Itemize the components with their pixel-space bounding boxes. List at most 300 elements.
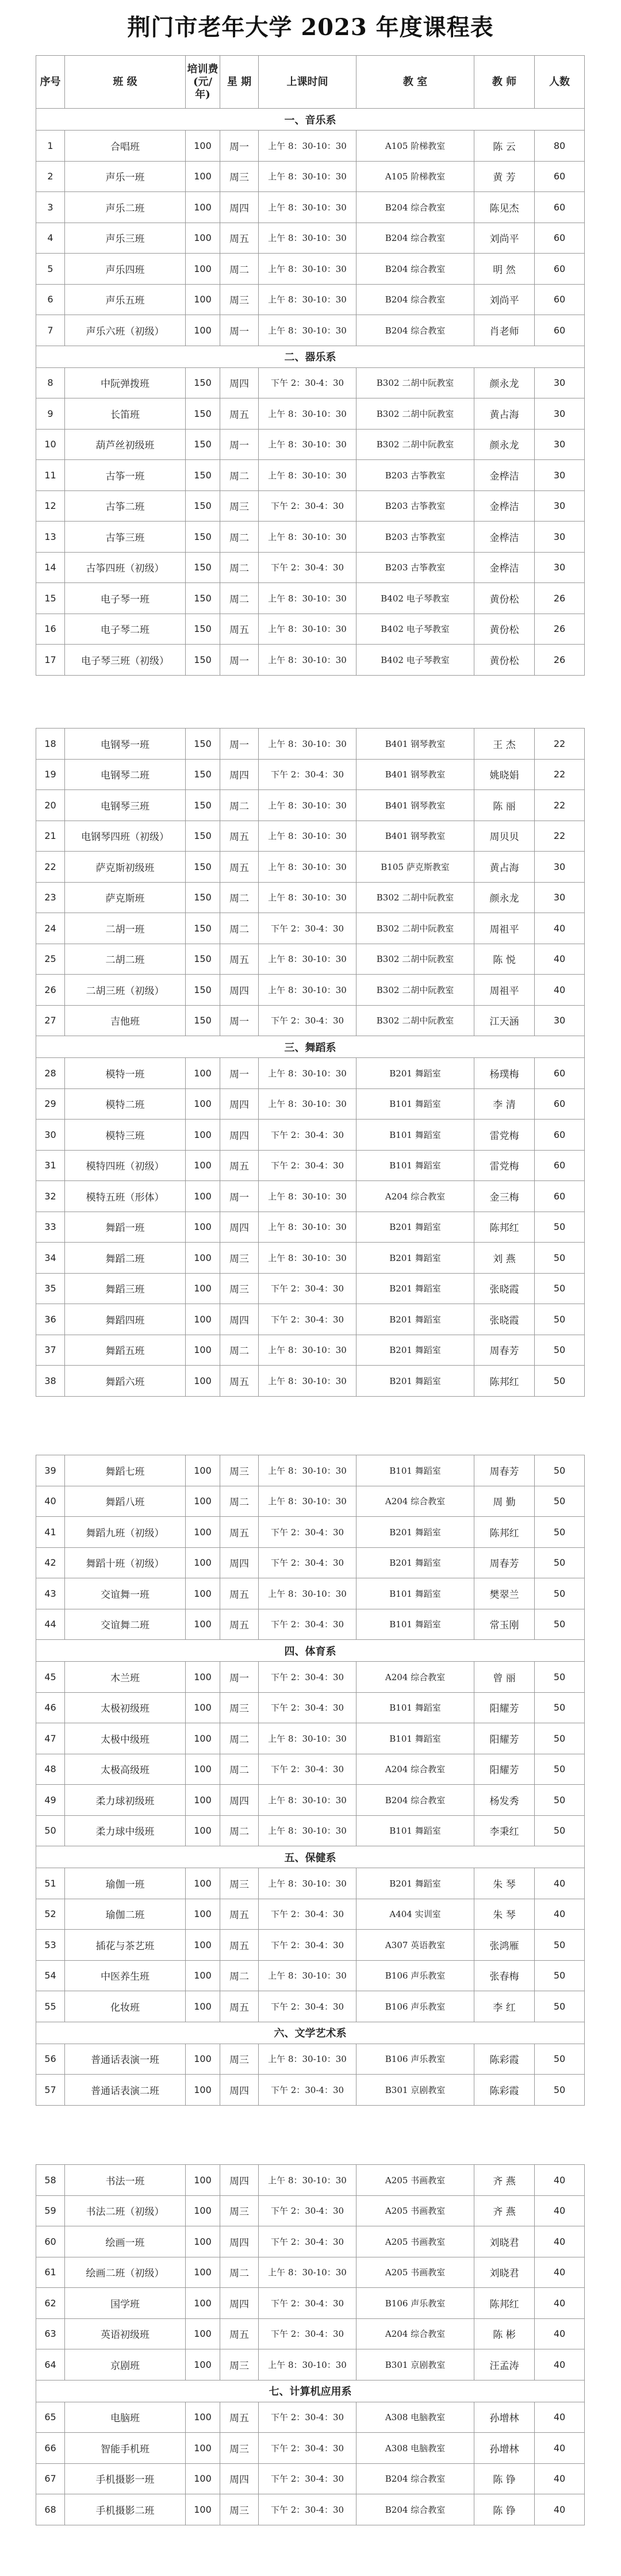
class-time-cell: 上午 8：30-10：30	[259, 398, 356, 430]
weekday-cell: 周四	[220, 1120, 259, 1151]
class-name-cell: 交谊舞二班	[65, 1609, 186, 1640]
teacher-cell: 陈见杰	[474, 192, 535, 223]
headcount-cell: 50	[535, 2044, 585, 2075]
fee-cell: 100	[186, 1754, 220, 1785]
class-name-cell: 模特一班	[65, 1058, 186, 1089]
class-time-cell: 下午 2：30-4：30	[259, 759, 356, 790]
teacher-cell: 王 杰	[474, 729, 535, 760]
weekday-cell: 周四	[220, 1304, 259, 1335]
serial-no-cell: 52	[36, 1899, 65, 1930]
headcount-cell: 50	[535, 1243, 585, 1274]
classroom-cell: B302 二胡中阮教室	[356, 398, 474, 430]
serial-no-cell: 4	[36, 223, 65, 254]
table-row	[36, 852, 585, 883]
teacher-cell: 杨发秀	[474, 1785, 535, 1816]
headcount-cell: 22	[535, 759, 585, 790]
classroom-cell: B101 舞蹈室	[356, 1455, 474, 1486]
fee-cell: 100	[186, 1455, 220, 1486]
class-time-cell: 下午 2：30-4：30	[259, 2463, 356, 2494]
teacher-cell: 樊翠兰	[474, 1578, 535, 1609]
headcount-cell: 60	[535, 1181, 585, 1212]
class-name-cell: 木兰班	[65, 1662, 186, 1693]
table-row	[36, 1692, 585, 1723]
class-time-cell: 下午 2：30-4：30	[259, 2226, 356, 2257]
weekday-cell: 周五	[220, 1150, 259, 1181]
classroom-cell: A308 电脑教室	[356, 2433, 474, 2464]
fee-cell: 100	[186, 284, 220, 315]
serial-no-cell: 40	[36, 1486, 65, 1517]
class-time-cell: 下午 2：30-4：30	[259, 2288, 356, 2319]
serial-no-cell: 27	[36, 1005, 65, 1036]
weekday-cell: 周二	[220, 460, 259, 491]
headcount-cell: 60	[535, 161, 585, 192]
teacher-cell: 刘晓君	[474, 2257, 535, 2288]
table-row	[36, 614, 585, 645]
teacher-cell: 黄占海	[474, 398, 535, 430]
fee-cell: 100	[186, 2288, 220, 2319]
classroom-cell: B204 综合教室	[356, 284, 474, 315]
weekday-cell: 周四	[220, 975, 259, 1006]
headcount-cell: 50	[535, 1517, 585, 1548]
class-time-cell: 下午 2：30-4：30	[259, 1930, 356, 1961]
class-name-cell: 中医养生班	[65, 1960, 186, 1991]
weekday-cell: 周五	[220, 223, 259, 254]
classroom-cell: B101 舞蹈室	[356, 1150, 474, 1181]
table-row	[36, 398, 585, 430]
headcount-cell: 50	[535, 1366, 585, 1397]
weekday-cell: 周二	[220, 790, 259, 821]
class-time-cell: 上午 8：30-10：30	[259, 944, 356, 975]
table-row	[36, 429, 585, 460]
table-row	[36, 522, 585, 553]
serial-no-cell: 1	[36, 131, 65, 162]
serial-no-cell: 65	[36, 2402, 65, 2433]
serial-no-cell: 46	[36, 1692, 65, 1723]
fee-cell: 150	[186, 460, 220, 491]
headcount-cell: 40	[535, 1899, 585, 1930]
serial-no-cell: 50	[36, 1815, 65, 1846]
serial-no-cell: 67	[36, 2463, 65, 2494]
serial-no-cell: 37	[36, 1335, 65, 1366]
teacher-cell: 黄占海	[474, 852, 535, 883]
teacher-cell: 周春芳	[474, 1547, 535, 1578]
serial-no-cell: 63	[36, 2318, 65, 2349]
class-name-cell: 声乐三班	[65, 223, 186, 254]
teacher-cell: 陈邦红	[474, 1366, 535, 1397]
fee-cell: 100	[186, 1785, 220, 1816]
serial-no-cell: 22	[36, 852, 65, 883]
weekday-cell: 周五	[220, 821, 259, 852]
teacher-cell: 周祖平	[474, 975, 535, 1006]
weekday-cell: 周四	[220, 1785, 259, 1816]
headcount-cell: 50	[535, 2075, 585, 2106]
fee-cell: 100	[186, 1486, 220, 1517]
classroom-cell: B401 钢琴教室	[356, 821, 474, 852]
class-time-cell: 下午 2：30-4：30	[259, 1754, 356, 1785]
headcount-cell: 40	[535, 975, 585, 1006]
fee-cell: 100	[186, 131, 220, 162]
fee-cell: 100	[186, 2044, 220, 2075]
weekday-cell: 周一	[220, 729, 259, 760]
class-name-cell: 太极初级班	[65, 1692, 186, 1723]
serial-no-cell: 60	[36, 2226, 65, 2257]
weekday-cell: 周五	[220, 944, 259, 975]
weekday-cell: 周三	[220, 490, 259, 522]
teacher-cell: 李 红	[474, 1991, 535, 2022]
classroom-cell: B201 舞蹈室	[356, 1243, 474, 1274]
serial-no-cell: 31	[36, 1150, 65, 1181]
weekday-cell: 周四	[220, 2288, 259, 2319]
fee-cell: 150	[186, 429, 220, 460]
teacher-cell: 陈 铮	[474, 2463, 535, 2494]
serial-no-cell: 59	[36, 2195, 65, 2226]
headcount-cell: 50	[535, 1273, 585, 1304]
table-row	[36, 1899, 585, 1930]
classroom-cell: B201 舞蹈室	[356, 1058, 474, 1089]
headcount-cell: 50	[535, 1723, 585, 1754]
table-row	[36, 131, 585, 162]
class-time-cell: 下午 2：30-4：30	[259, 2433, 356, 2464]
teacher-cell: 黄份松	[474, 645, 535, 676]
table-row	[36, 1547, 585, 1578]
class-time-cell: 上午 8：30-10：30	[259, 583, 356, 614]
weekday-cell: 周五	[220, 1366, 259, 1397]
table-row	[36, 192, 585, 223]
class-time-cell: 上午 8：30-10：30	[259, 1181, 356, 1212]
fee-cell: 100	[186, 1517, 220, 1548]
classroom-cell: B204 综合教室	[356, 192, 474, 223]
teacher-cell: 陈邦红	[474, 1212, 535, 1243]
headcount-cell: 26	[535, 614, 585, 645]
class-name-cell: 古筝一班	[65, 460, 186, 491]
classroom-cell: B106 声乐教室	[356, 2288, 474, 2319]
serial-no-cell: 45	[36, 1662, 65, 1693]
headcount-cell: 50	[535, 1785, 585, 1816]
fee-cell: 100	[186, 315, 220, 346]
fee-cell: 100	[186, 2226, 220, 2257]
class-name-cell: 吉他班	[65, 1005, 186, 1036]
serial-no-cell: 38	[36, 1366, 65, 1397]
headcount-cell: 26	[535, 583, 585, 614]
fee-cell: 100	[186, 2195, 220, 2226]
weekday-cell: 周四	[220, 1088, 259, 1120]
weekday-cell: 周五	[220, 614, 259, 645]
teacher-cell: 雷党梅	[474, 1120, 535, 1151]
headcount-cell: 60	[535, 223, 585, 254]
class-name-cell: 长笛班	[65, 398, 186, 430]
weekday-cell: 周二	[220, 1335, 259, 1366]
teacher-cell: 雷党梅	[474, 1150, 535, 1181]
schedule-table-part-2	[36, 728, 585, 1397]
fee-cell: 100	[186, 1335, 220, 1366]
class-name-cell: 书法二班（初级）	[65, 2195, 186, 2226]
class-time-cell: 上午 8：30-10：30	[259, 1088, 356, 1120]
fee-cell: 150	[186, 490, 220, 522]
teacher-cell: 刘晓君	[474, 2226, 535, 2257]
serial-no-cell: 53	[36, 1930, 65, 1961]
classroom-cell: A205 书画教室	[356, 2195, 474, 2226]
class-name-cell: 舞蹈二班	[65, 1243, 186, 1274]
classroom-cell: B101 舞蹈室	[356, 1723, 474, 1754]
class-name-cell: 古筝二班	[65, 490, 186, 522]
department-title: 四、体育系	[36, 1640, 585, 1662]
headcount-cell: 40	[535, 2195, 585, 2226]
fee-cell: 100	[186, 2257, 220, 2288]
serial-no-cell: 30	[36, 1120, 65, 1151]
serial-no-cell: 25	[36, 944, 65, 975]
serial-no-cell: 12	[36, 490, 65, 522]
serial-no-cell: 6	[36, 284, 65, 315]
class-time-cell: 下午 2：30-4：30	[259, 2402, 356, 2433]
classroom-cell: B203 古筝教室	[356, 522, 474, 553]
weekday-cell: 周三	[220, 284, 259, 315]
header-serial-no: 序号	[36, 56, 65, 109]
teacher-cell: 齐 燕	[474, 2195, 535, 2226]
classroom-cell: B201 舞蹈室	[356, 1304, 474, 1335]
department-title: 六、文学艺术系	[36, 2022, 585, 2044]
department-header-row	[36, 2380, 585, 2402]
class-time-cell: 上午 8：30-10：30	[259, 1486, 356, 1517]
table-row	[36, 1150, 585, 1181]
weekday-cell: 周二	[220, 913, 259, 944]
table-row	[36, 645, 585, 676]
teacher-cell: 颜永龙	[474, 429, 535, 460]
weekday-cell: 周二	[220, 1754, 259, 1785]
class-time-cell: 上午 8：30-10：30	[259, 821, 356, 852]
classroom-cell: B101 舞蹈室	[356, 1578, 474, 1609]
serial-no-cell: 47	[36, 1723, 65, 1754]
weekday-cell: 周二	[220, 552, 259, 583]
headcount-cell: 60	[535, 192, 585, 223]
class-time-cell: 上午 8：30-10：30	[259, 882, 356, 913]
class-time-cell: 下午 2：30-4：30	[259, 1005, 356, 1036]
class-name-cell: 电钢琴一班	[65, 729, 186, 760]
headcount-cell: 50	[535, 1754, 585, 1785]
fee-cell: 100	[186, 1899, 220, 1930]
class-time-cell: 下午 2：30-4：30	[259, 1609, 356, 1640]
header-class-time: 上课时间	[259, 56, 356, 109]
class-time-cell: 上午 8：30-10：30	[259, 1785, 356, 1816]
header-class-name: 班 级	[65, 56, 186, 109]
headcount-cell: 50	[535, 1930, 585, 1961]
weekday-cell: 周一	[220, 645, 259, 676]
serial-no-cell: 5	[36, 254, 65, 285]
table-row	[36, 821, 585, 852]
class-time-cell: 上午 8：30-10：30	[259, 1960, 356, 1991]
table-row	[36, 1181, 585, 1212]
teacher-cell: 金桦洁	[474, 522, 535, 553]
fee-cell: 100	[186, 1273, 220, 1304]
class-name-cell: 智能手机班	[65, 2433, 186, 2464]
class-name-cell: 舞蹈一班	[65, 1212, 186, 1243]
classroom-cell: B101 舞蹈室	[356, 1120, 474, 1151]
serial-no-cell: 13	[36, 522, 65, 553]
class-name-cell: 声乐一班	[65, 161, 186, 192]
headcount-cell: 30	[535, 460, 585, 491]
teacher-cell: 张鸿雁	[474, 1930, 535, 1961]
weekday-cell: 周四	[220, 1547, 259, 1578]
header-weekday: 星 期	[220, 56, 259, 109]
fee-cell: 100	[186, 1243, 220, 1274]
fee-cell: 100	[186, 1181, 220, 1212]
headcount-cell: 26	[535, 645, 585, 676]
teacher-cell: 陈邦红	[474, 1517, 535, 1548]
fee-cell: 100	[186, 1723, 220, 1754]
serial-no-cell: 18	[36, 729, 65, 760]
table-row	[36, 1455, 585, 1486]
teacher-cell: 汪孟涛	[474, 2349, 535, 2380]
fee-cell: 100	[186, 2349, 220, 2380]
class-time-cell: 下午 2：30-4：30	[259, 490, 356, 522]
serial-no-cell: 19	[36, 759, 65, 790]
table-row	[36, 1815, 585, 1846]
headcount-cell: 50	[535, 1304, 585, 1335]
classroom-cell: B201 舞蹈室	[356, 1868, 474, 1899]
teacher-cell: 黄份松	[474, 614, 535, 645]
weekday-cell: 周四	[220, 759, 259, 790]
weekday-cell: 周三	[220, 1243, 259, 1274]
teacher-cell: 刘尚平	[474, 284, 535, 315]
fee-cell: 150	[186, 975, 220, 1006]
department-header-row	[36, 2022, 585, 2044]
classroom-cell: B106 声乐教室	[356, 1960, 474, 1991]
schedule-table-part-1	[36, 55, 585, 676]
class-time-cell: 上午 8：30-10：30	[259, 975, 356, 1006]
class-name-cell: 电子琴三班（初级）	[65, 645, 186, 676]
class-name-cell: 舞蹈八班	[65, 1486, 186, 1517]
fee-cell: 100	[186, 1150, 220, 1181]
fee-cell: 150	[186, 729, 220, 760]
classroom-cell: A204 综合教室	[356, 2318, 474, 2349]
fee-cell: 150	[186, 1005, 220, 1036]
teacher-cell: 陈彩霞	[474, 2044, 535, 2075]
weekday-cell: 周一	[220, 315, 259, 346]
weekday-cell: 周三	[220, 2195, 259, 2226]
teacher-cell: 刘尚平	[474, 223, 535, 254]
headcount-cell: 40	[535, 2288, 585, 2319]
class-time-cell: 下午 2：30-4：30	[259, 1991, 356, 2022]
class-name-cell: 电钢琴三班	[65, 790, 186, 821]
weekday-cell: 周一	[220, 1662, 259, 1693]
classroom-cell: B203 古筝教室	[356, 460, 474, 491]
table-row	[36, 552, 585, 583]
headcount-cell: 50	[535, 1455, 585, 1486]
header-headcount: 人数	[535, 56, 585, 109]
classroom-cell: B204 综合教室	[356, 2463, 474, 2494]
headcount-cell: 40	[535, 2402, 585, 2433]
classroom-cell: B302 二胡中阮教室	[356, 429, 474, 460]
fee-cell: 100	[186, 1058, 220, 1089]
serial-no-cell: 16	[36, 614, 65, 645]
class-time-cell: 上午 8：30-10：30	[259, 1058, 356, 1089]
department-title: 五、保健系	[36, 1846, 585, 1868]
headcount-cell: 30	[535, 552, 585, 583]
table-row	[36, 223, 585, 254]
teacher-cell: 周祖平	[474, 913, 535, 944]
classroom-cell: B101 舞蹈室	[356, 1088, 474, 1120]
class-time-cell: 上午 8：30-10：30	[259, 852, 356, 883]
headcount-cell: 80	[535, 131, 585, 162]
class-name-cell: 手机摄影一班	[65, 2463, 186, 2494]
class-name-cell: 插花与茶艺班	[65, 1930, 186, 1961]
fee-cell: 100	[186, 1868, 220, 1899]
weekday-cell: 周三	[220, 161, 259, 192]
class-time-cell: 下午 2：30-4：30	[259, 1120, 356, 1151]
headcount-cell: 30	[535, 852, 585, 883]
serial-no-cell: 48	[36, 1754, 65, 1785]
class-time-cell: 下午 2：30-4：30	[259, 2075, 356, 2106]
teacher-cell: 周春芳	[474, 1335, 535, 1366]
teacher-cell: 张晓霞	[474, 1304, 535, 1335]
teacher-cell: 曾 丽	[474, 1662, 535, 1693]
class-name-cell: 电脑班	[65, 2402, 186, 2433]
fee-cell: 150	[186, 944, 220, 975]
serial-no-cell: 15	[36, 583, 65, 614]
classroom-cell: B203 古筝教室	[356, 490, 474, 522]
weekday-cell: 周二	[220, 1723, 259, 1754]
class-time-cell: 下午 2：30-4：30	[259, 1304, 356, 1335]
table-row	[36, 1243, 585, 1274]
classroom-cell: A204 综合教室	[356, 1486, 474, 1517]
weekday-cell: 周三	[220, 2349, 259, 2380]
table-row	[36, 1517, 585, 1548]
serial-no-cell: 3	[36, 192, 65, 223]
class-name-cell: 二胡三班（初级）	[65, 975, 186, 1006]
class-name-cell: 舞蹈三班	[65, 1273, 186, 1304]
table-row	[36, 944, 585, 975]
classroom-cell: B101 舞蹈室	[356, 1609, 474, 1640]
classroom-cell: B106 声乐教室	[356, 2044, 474, 2075]
table-row	[36, 1058, 585, 1089]
headcount-cell: 22	[535, 729, 585, 760]
table-row	[36, 2044, 585, 2075]
headcount-cell: 50	[535, 1609, 585, 1640]
classroom-cell: B402 电子琴教室	[356, 583, 474, 614]
weekday-cell: 周三	[220, 2433, 259, 2464]
table-row	[36, 1088, 585, 1120]
headcount-cell: 40	[535, 1868, 585, 1899]
class-time-cell: 上午 8：30-10：30	[259, 315, 356, 346]
table-row	[36, 2349, 585, 2380]
class-time-cell: 上午 8：30-10：30	[259, 1723, 356, 1754]
serial-no-cell: 33	[36, 1212, 65, 1243]
table-row	[36, 2494, 585, 2525]
class-time-cell: 上午 8：30-10：30	[259, 614, 356, 645]
headcount-cell: 60	[535, 1088, 585, 1120]
class-time-cell: 下午 2：30-4：30	[259, 1662, 356, 1693]
weekday-cell: 周四	[220, 367, 259, 398]
fee-cell: 100	[186, 1212, 220, 1243]
table-row	[36, 161, 585, 192]
fee-cell: 100	[186, 1960, 220, 1991]
class-name-cell: 古筝四班（初级）	[65, 552, 186, 583]
headcount-cell: 60	[535, 284, 585, 315]
serial-no-cell: 35	[36, 1273, 65, 1304]
class-time-cell: 下午 2：30-4：30	[259, 1150, 356, 1181]
table-row	[36, 1754, 585, 1785]
class-name-cell: 电钢琴二班	[65, 759, 186, 790]
fee-cell: 100	[186, 1578, 220, 1609]
classroom-cell: B204 综合教室	[356, 223, 474, 254]
table-row	[36, 1273, 585, 1304]
weekday-cell: 周四	[220, 2075, 259, 2106]
headcount-cell: 50	[535, 1486, 585, 1517]
class-name-cell: 舞蹈十班（初级）	[65, 1547, 186, 1578]
class-time-cell: 下午 2：30-4：30	[259, 913, 356, 944]
weekday-cell: 周四	[220, 2463, 259, 2494]
weekday-cell: 周二	[220, 1960, 259, 1991]
teacher-cell: 周春芳	[474, 1455, 535, 1486]
